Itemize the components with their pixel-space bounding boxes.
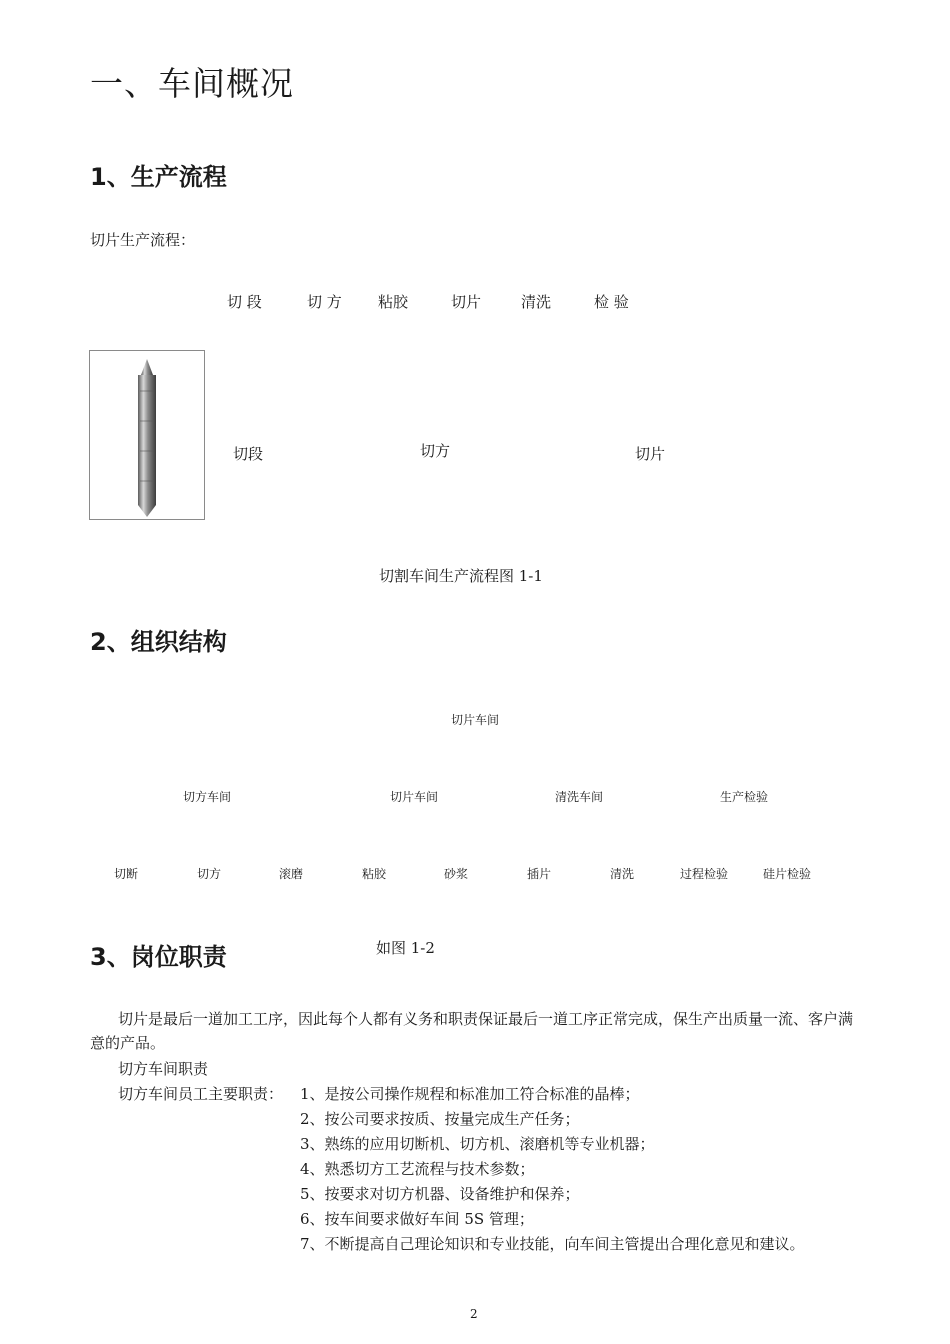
org-node: 清洗车间: [555, 790, 604, 804]
figure-caption-1-1: 切割车间生产流程图 1-1: [379, 567, 543, 585]
section-title: 一、车间概况: [90, 64, 294, 103]
page-number: 2: [470, 1307, 478, 1321]
org-leaf: 切方: [197, 867, 222, 881]
flow-step: 切 方: [307, 293, 342, 311]
figure-caption-1-2: 如图 1-2: [376, 939, 435, 957]
org-leaf: 硅片检验: [763, 867, 812, 881]
duty-item: 1、是按公司操作规程和标准加工符合标准的晶棒；: [300, 1085, 640, 1103]
photo-label: 切段: [233, 445, 264, 463]
org-node: 切方车间: [183, 790, 232, 804]
duty-lead: 切方车间员工主要职责：: [118, 1085, 284, 1103]
flow-intro: 切片生产流程：: [90, 231, 196, 249]
flow-step: 检 验: [594, 293, 629, 311]
duty-item: 7、不断提高自己理论知识和专业技能，向车间主管提出合理化意见和建议。: [300, 1235, 805, 1253]
org-leaf: 过程检验: [680, 867, 729, 881]
duty-item: 5、按要求对切方机器、设备维护和保养；: [300, 1185, 580, 1203]
photo-label: 切片: [635, 445, 666, 463]
flow-step: 切片: [451, 293, 482, 311]
duty-item: 3、熟练的应用切断机、切方机、滚磨机等专业机器；: [300, 1135, 655, 1153]
org-leaf: 粘胶: [362, 867, 387, 881]
org-node: 切片车间: [390, 790, 439, 804]
org-leaf: 砂浆: [444, 867, 469, 881]
org-node: 生产检验: [720, 790, 769, 804]
flow-step: 切 段: [227, 293, 262, 311]
org-leaf: 滚磨: [279, 867, 304, 881]
heading-production-flow: 1、生产流程: [90, 163, 227, 191]
org-root: 切片车间: [451, 713, 500, 727]
intro-paragraph: 切片是最后一道加工工序，因此每个人都有义务和职责保证最后一道工序正常完成，保生产出质量一流、客户满意的产品。: [90, 1010, 854, 1052]
heading-organization: 2、组织结构: [90, 628, 227, 656]
org-leaf: 切断: [114, 867, 139, 881]
sub-title: 切方车间职责: [118, 1060, 209, 1078]
duty-item: 4、熟悉切方工艺流程与技术参数；: [300, 1160, 535, 1178]
flow-step: 粘胶: [378, 293, 409, 311]
duty-item: 6、按车间要求做好车间 5S 管理；: [300, 1210, 534, 1228]
silicon-ingot-image: [90, 351, 204, 519]
duty-item: 2、按公司要求按质、按量完成生产任务；: [300, 1110, 580, 1128]
flow-step: 清洗: [521, 293, 552, 311]
org-leaf: 清洗: [610, 867, 635, 881]
photo-label: 切方: [420, 442, 451, 460]
ingot-photo: [89, 350, 205, 520]
org-leaf: 插片: [527, 867, 552, 881]
heading-job-duties: 3、岗位职责: [90, 943, 227, 971]
